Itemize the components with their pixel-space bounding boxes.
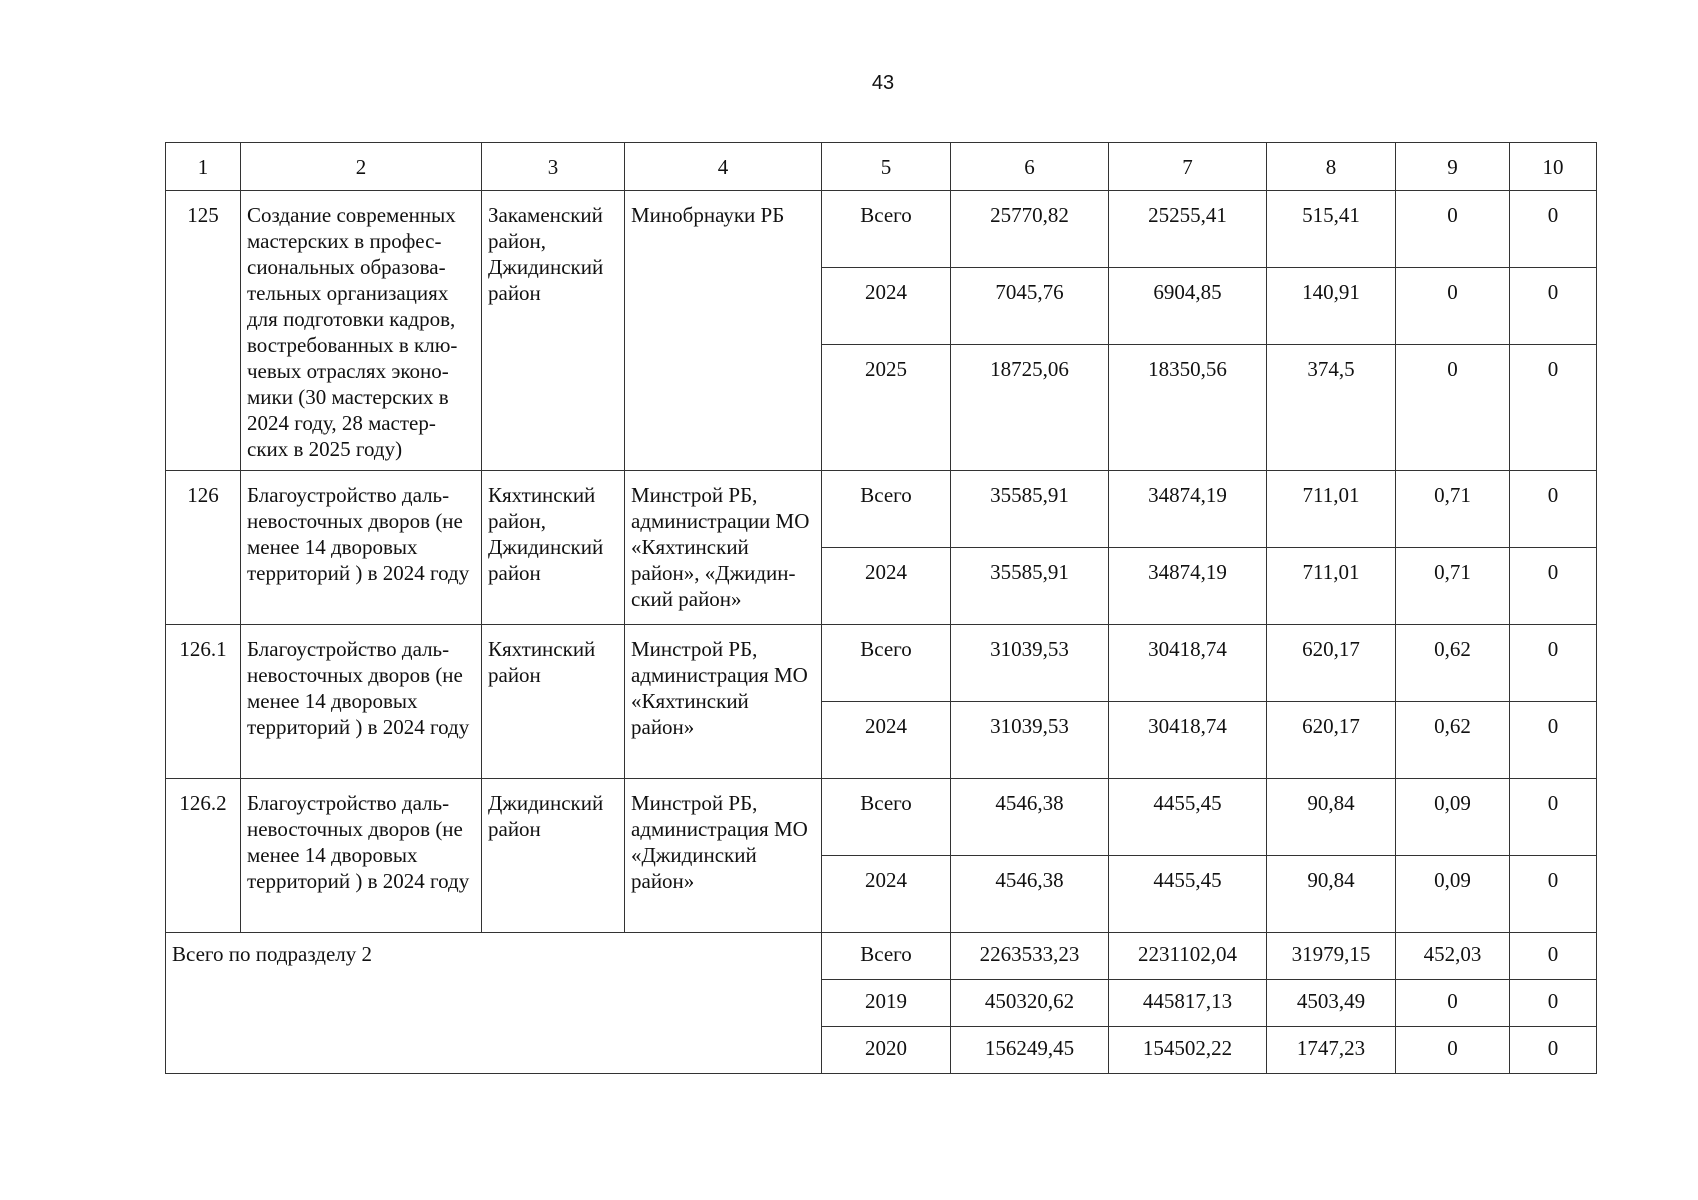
value-cell: 0,62 [1396, 702, 1510, 779]
value-cell: 0 [1510, 856, 1597, 933]
value-cell: 90,84 [1267, 856, 1396, 933]
entry-executor: Минстрой РБ, администрация МО «Кяхтинский район» [625, 625, 822, 779]
value-cell: 30418,74 [1109, 702, 1267, 779]
entry-name: Благоустройство даль-невосточных дворов (не менее 14 дворовых территорий ) в 2024 году [241, 779, 482, 933]
column-number: 7 [1109, 143, 1267, 191]
value-cell: 0,62 [1396, 625, 1510, 702]
value-cell: 2263533,23 [951, 933, 1109, 980]
entry-executor: Минобрнауки РБ [625, 191, 822, 471]
column-numbers-row [166, 143, 1597, 191]
column-number: 8 [1267, 143, 1396, 191]
column-number: 6 [951, 143, 1109, 191]
value-cell: 140,91 [1267, 268, 1396, 345]
entry-number: 126.1 [166, 625, 241, 779]
column-number: 2 [241, 143, 482, 191]
total-row [166, 933, 1597, 980]
entry-district: Кяхтинский район, Джидинский район [482, 471, 625, 625]
value-cell: 0,09 [1396, 779, 1510, 856]
value-cell: 4455,45 [1109, 779, 1267, 856]
entry-number: 126.2 [166, 779, 241, 933]
period-cell: Всего [822, 471, 951, 548]
value-cell: 2231102,04 [1109, 933, 1267, 980]
value-cell: 0 [1510, 268, 1597, 345]
value-cell: 0,71 [1396, 548, 1510, 625]
value-cell: 0 [1510, 779, 1597, 856]
period-cell: 2020 [822, 1027, 951, 1074]
column-number: 3 [482, 143, 625, 191]
entry-district: Кяхтинский район [482, 625, 625, 779]
period-cell: 2024 [822, 268, 951, 345]
value-cell: 18725,06 [951, 345, 1109, 471]
value-cell: 4546,38 [951, 779, 1109, 856]
value-cell: 31039,53 [951, 702, 1109, 779]
value-cell: 25255,41 [1109, 191, 1267, 268]
value-cell: 0 [1396, 191, 1510, 268]
value-cell: 34874,19 [1109, 548, 1267, 625]
period-cell: Всего [822, 191, 951, 268]
entry-executor: Минстрой РБ, администрация МО «Джидинский район» [625, 779, 822, 933]
column-number: 10 [1510, 143, 1597, 191]
table-row [166, 471, 1597, 548]
table-row [166, 779, 1597, 856]
value-cell: 156249,45 [951, 1027, 1109, 1074]
value-cell: 1747,23 [1267, 1027, 1396, 1074]
value-cell: 0 [1396, 268, 1510, 345]
entry-name: Благоустройство даль-невосточных дворов (не менее 14 дворовых территорий ) в 2024 году [241, 471, 482, 625]
value-cell: 25770,82 [951, 191, 1109, 268]
period-cell: 2024 [822, 548, 951, 625]
value-cell: 0 [1510, 702, 1597, 779]
entry-district: Закаменский район, Джидинский район [482, 191, 625, 471]
entry-number: 125 [166, 191, 241, 471]
value-cell: 0 [1510, 345, 1597, 471]
period-cell: Всего [822, 625, 951, 702]
period-cell: Всего [822, 933, 951, 980]
value-cell: 452,03 [1396, 933, 1510, 980]
value-cell: 0,09 [1396, 856, 1510, 933]
value-cell: 0 [1510, 625, 1597, 702]
value-cell: 31039,53 [951, 625, 1109, 702]
column-number: 4 [625, 143, 822, 191]
entry-name: Благоустройство даль-невосточных дворов (не менее 14 дворовых территорий ) в 2024 году [241, 625, 482, 779]
entry-name: Создание современных мастерских в профес-сиональных образова-тельных организациях для подготовки кадров, востребованных в клю-чевых отраслях эконо-мики (30 мастерских в 2024 году, 28 мастер-ских в 2025 году) [241, 191, 482, 471]
value-cell: 90,84 [1267, 779, 1396, 856]
value-cell: 0 [1510, 933, 1597, 980]
value-cell: 0 [1510, 548, 1597, 625]
period-cell: 2024 [822, 856, 951, 933]
table-row [166, 191, 1597, 268]
entry-district: Джидинский район [482, 779, 625, 933]
value-cell: 4455,45 [1109, 856, 1267, 933]
period-cell: 2024 [822, 702, 951, 779]
value-cell: 711,01 [1267, 548, 1396, 625]
column-number: 5 [822, 143, 951, 191]
value-cell: 620,17 [1267, 702, 1396, 779]
value-cell: 4503,49 [1267, 980, 1396, 1027]
value-cell: 0 [1510, 980, 1597, 1027]
value-cell: 35585,91 [951, 471, 1109, 548]
value-cell: 0,71 [1396, 471, 1510, 548]
table-row [166, 625, 1597, 702]
value-cell: 0 [1396, 345, 1510, 471]
value-cell: 18350,56 [1109, 345, 1267, 471]
budget-table [165, 142, 1597, 1074]
value-cell: 374,5 [1267, 345, 1396, 471]
value-cell: 7045,76 [951, 268, 1109, 345]
value-cell: 450320,62 [951, 980, 1109, 1027]
period-cell: Всего [822, 779, 951, 856]
value-cell: 0 [1396, 980, 1510, 1027]
value-cell: 620,17 [1267, 625, 1396, 702]
value-cell: 4546,38 [951, 856, 1109, 933]
value-cell: 515,41 [1267, 191, 1396, 268]
value-cell: 31979,15 [1267, 933, 1396, 980]
value-cell: 0 [1510, 1027, 1597, 1074]
value-cell: 30418,74 [1109, 625, 1267, 702]
value-cell: 0 [1510, 471, 1597, 548]
value-cell: 35585,91 [951, 548, 1109, 625]
value-cell: 0 [1510, 191, 1597, 268]
total-label: Всего по подразделу 2 [166, 933, 822, 1074]
page-number: 43 [871, 72, 895, 94]
column-number: 9 [1396, 143, 1510, 191]
value-cell: 6904,85 [1109, 268, 1267, 345]
value-cell: 154502,22 [1109, 1027, 1267, 1074]
period-cell: 2019 [822, 980, 951, 1027]
entry-executor: Минстрой РБ, администрации МО «Кяхтинский район», «Джидин-ский район» [625, 471, 822, 625]
value-cell: 711,01 [1267, 471, 1396, 548]
column-number: 1 [166, 143, 241, 191]
period-cell: 2025 [822, 345, 951, 471]
entry-number: 126 [166, 471, 241, 625]
value-cell: 34874,19 [1109, 471, 1267, 548]
value-cell: 0 [1396, 1027, 1510, 1074]
value-cell: 445817,13 [1109, 980, 1267, 1027]
